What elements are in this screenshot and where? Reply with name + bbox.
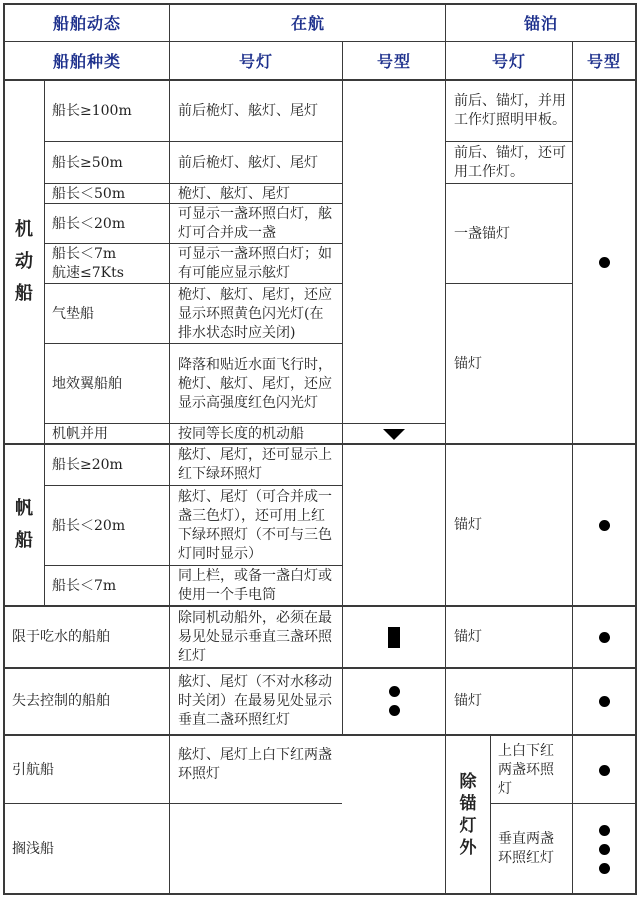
rule [446,283,572,284]
ball-icon [599,863,610,874]
rule [44,243,342,244]
rule [3,893,637,895]
anchor-draught: 锚灯 [454,628,482,645]
type-plt7 [44,244,170,284]
shape-motorsail [342,424,446,444]
except-anchor-light [446,736,490,894]
ball-icon [599,696,610,707]
anchor-p100: 前后、锚灯，并用工作灯照明甲板。 [454,93,566,128]
header-anchored-lights: 号灯 [491,51,526,71]
rule [44,203,342,204]
three-balls-icon [599,825,610,836]
anchor-nuc: 锚灯 [454,692,482,709]
rule [44,485,342,486]
lights-pilot: 舷灯、尾灯上白下红两盏环照灯 [178,747,332,782]
anchor-power-light: 锚灯 [454,355,482,372]
except-char-3: 灯 [459,816,477,836]
type-plt50: 船长＜50m [52,185,126,202]
rule [342,42,343,734]
lights-p100: 前后桅灯、舷灯、尾灯 [178,102,318,119]
header-anchored: 锚泊 [523,13,558,33]
type-wig: 地效翼船舶 [52,375,122,392]
lights-plt20: 可显示一盏环照白灯，舷灯可合并成一盏 [178,206,332,241]
lights-slt7: 同上栏，或备一盏白灯或使用一个手电筒 [178,568,332,603]
rule [4,803,342,804]
group-power-char-1: 机 [15,219,33,240]
ball-icon [599,257,610,268]
anchor-p50: 前后、锚灯，还可用工作灯。 [454,145,566,180]
lights-p50: 前后桅灯、舷灯、尾灯 [178,154,318,171]
rule [3,734,637,736]
except-char-4: 外 [459,838,477,858]
rule [44,80,45,606]
header-vessel-type: 船舶种类 [52,51,121,71]
rule [446,141,572,142]
group-sail-char-2: 船 [15,530,33,551]
rule [44,423,446,424]
ball-icon [599,632,610,643]
rule [490,736,491,894]
rule [169,4,170,894]
rule [3,3,5,895]
type-plt7-line1: 船长＜7m [52,246,117,262]
two-balls-icon [389,686,400,697]
header-dynamics: 船舶动态 [52,13,121,33]
shape-draught-anchored [572,606,636,668]
lights-hovercraft: 桅灯、舷灯、尾灯，还应显示环照黄色闪光灯(在排水状态时应关闭) [178,286,332,341]
rule [635,3,637,895]
type-plt7-line2: 航速≤7Kts [52,265,124,281]
rule [572,42,573,894]
ball-icon [389,705,400,716]
lights-plt50: 桅灯、舷灯、尾灯 [178,185,290,202]
header-underway: 在航 [290,13,325,33]
header-anchored-shapes: 号型 [586,51,621,71]
shape-nuc [342,668,446,734]
type-pilot: 引航船 [12,761,54,778]
type-nuc: 失去控制的船舶 [12,692,110,709]
cylinder-icon [388,627,400,648]
shape-draught [342,606,446,668]
header-underway-lights: 号灯 [238,51,273,71]
rule [490,803,636,804]
anchor-pilot: 上白下红两盏环照灯 [498,742,554,797]
type-draught: 限于吃水的船舶 [12,628,110,645]
lights-motorsail: 按同等长度的机动船 [178,425,304,442]
anchor-single-light: 一盏锚灯 [454,225,510,242]
type-s20: 船长≥20m [52,456,123,473]
lights-s20: 舷灯、尾灯，还可显示上红下绿环照灯 [178,447,332,482]
cone-down-icon [383,429,405,440]
shape-power-anchored [572,80,636,444]
rule [3,3,637,5]
lights-wig: 降落和贴近水面飞行时，桅灯、舷灯、尾灯，还应显示高强度红色闪光灯 [178,356,332,411]
rule [44,141,342,142]
except-char-2: 锚 [459,794,477,814]
rule [445,4,446,894]
group-power-char-2: 动 [15,251,33,272]
ball-icon [599,844,610,855]
type-aground: 搁浅船 [12,840,54,857]
rule [3,605,637,607]
rule [3,667,637,669]
rule [3,443,637,445]
lights-nuc: 舷灯、尾灯（不对水移动时关闭）在最易见处显示垂直二盏环照红灯 [178,673,332,728]
rule [44,283,342,284]
rule [4,41,636,42]
type-hovercraft: 气垫船 [52,305,94,322]
rule [3,79,637,81]
shape-nuc-anchored [572,668,636,734]
type-p100: 船长≥100m [52,102,132,119]
shape-sail-anchored [572,444,636,606]
type-motorsail: 机帆并用 [52,425,108,442]
rule [44,343,342,344]
anchor-aground: 垂直两盏环照红灯 [498,831,554,866]
shape-aground-anchored [572,804,636,894]
rule [446,183,572,184]
anchor-sail-light: 锚灯 [454,516,482,533]
header-underway-shapes: 号型 [376,51,411,71]
type-slt7: 船长＜7m [52,577,117,594]
except-char-1: 除 [459,772,477,792]
group-power-char-3: 船 [15,283,33,304]
lights-draught: 除同机动船外，必须在最易见处显示垂直三盏环照红灯 [178,609,332,664]
rule [44,183,342,184]
rule [44,565,342,566]
type-p50: 船长≥50m [52,154,123,171]
ball-icon [599,765,610,776]
lights-slt20: 舷灯、尾灯（可合并成一盏三色灯），还可用上红下绿环照灯（不可与三色灯同时显示） [178,489,332,562]
lights-plt7: 可显示一盏环照白灯；如有可能应显示舷灯 [178,246,332,281]
type-plt20: 船长＜20m [52,215,126,232]
shape-pilot-anchored [572,736,636,804]
type-slt20: 船长＜20m [52,517,126,534]
group-power-driven [4,80,44,444]
group-sailing [4,444,44,606]
ball-icon [599,520,610,531]
group-sail-char-1: 帆 [15,498,33,519]
